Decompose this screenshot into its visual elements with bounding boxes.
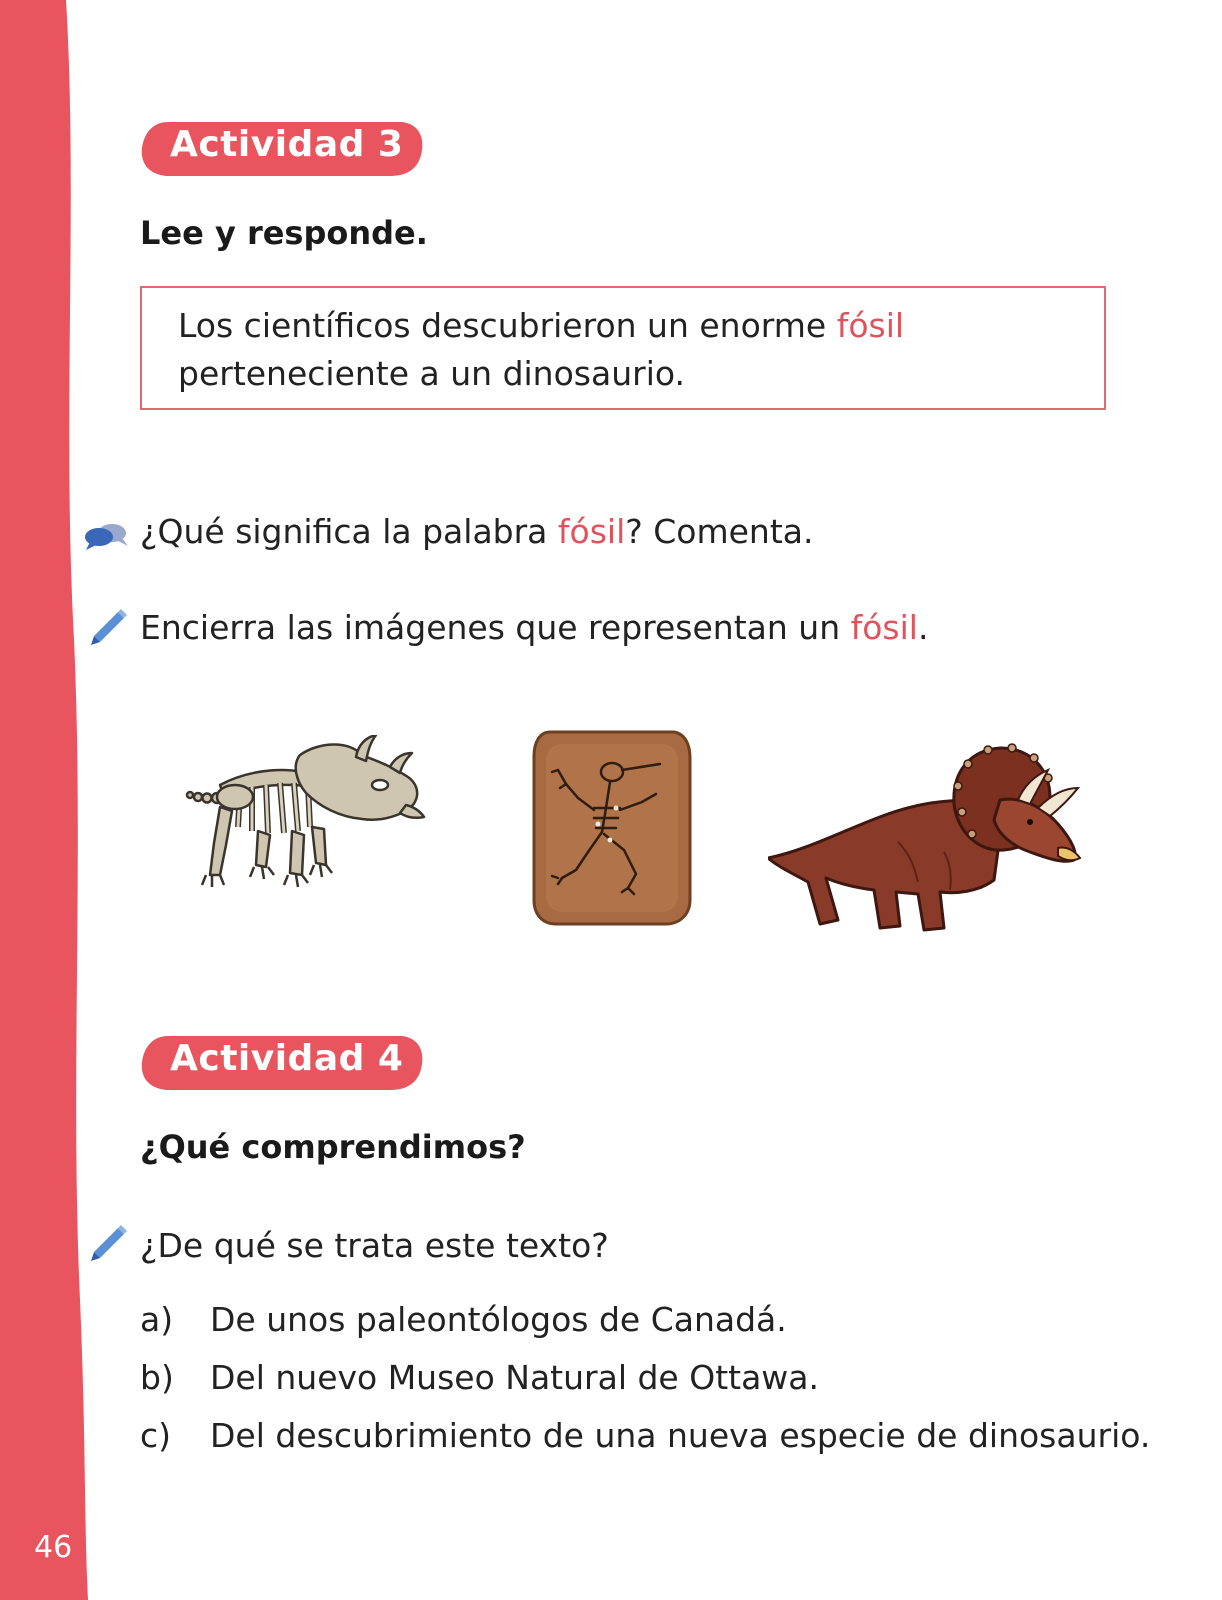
reading-line-1 (178, 302, 1068, 350)
option-letter: c) (140, 1416, 172, 1455)
question-fosil (140, 512, 814, 551)
answer-option-b[interactable] (140, 1358, 819, 1397)
highlight-word: fósil (836, 306, 905, 345)
reading-box (140, 286, 1106, 410)
activity-3-heading: Lee y responde. (140, 214, 428, 252)
activity-3-label: Actividad 3 (170, 124, 404, 165)
question-text: ¿Qué significa la palabra (140, 512, 558, 551)
option-text: De unos paleontólogos de Canadá. (210, 1300, 787, 1339)
task-circle-fossils (140, 608, 928, 647)
speech-bubbles-icon (82, 520, 132, 552)
page-number: 46 (34, 1530, 73, 1565)
highlight-word: fósil (557, 512, 626, 551)
option-letter: a) (140, 1300, 174, 1339)
answer-option-a[interactable] (140, 1300, 787, 1339)
pencil-icon (88, 1222, 130, 1262)
side-band (0, 0, 100, 1600)
pencil-icon (88, 606, 130, 646)
question-topic: ¿De qué se trata este texto? (140, 1226, 609, 1265)
reading-line-2: perteneciente a un dinosaurio. (178, 354, 685, 393)
activity-4-badge (140, 1032, 424, 1094)
highlight-word: fósil (850, 608, 918, 647)
task-text-end: . (917, 608, 929, 647)
triceratops-skeleton-image[interactable] (180, 735, 430, 910)
option-text: Del nuevo Museo Natural de Ottawa. (210, 1358, 820, 1397)
reading-text: Los científicos descubrieron un enorme (178, 306, 837, 345)
fossil-imprint-image[interactable] (532, 728, 692, 926)
triceratops-image[interactable] (768, 742, 1086, 942)
activity-4-label: Actividad 4 (170, 1038, 404, 1079)
activity-3-badge (140, 118, 424, 180)
option-letter: b) (140, 1358, 174, 1397)
activity-4-heading: ¿Qué comprendimos? (140, 1128, 526, 1166)
question-text-end: ? Comenta. (625, 512, 814, 551)
option-text: Del descubrimiento de una nueva especie de dinosaurio. (210, 1416, 1151, 1455)
task-text: Encierra las imágenes que representan un (140, 608, 851, 647)
answer-option-c[interactable] (140, 1416, 1150, 1455)
